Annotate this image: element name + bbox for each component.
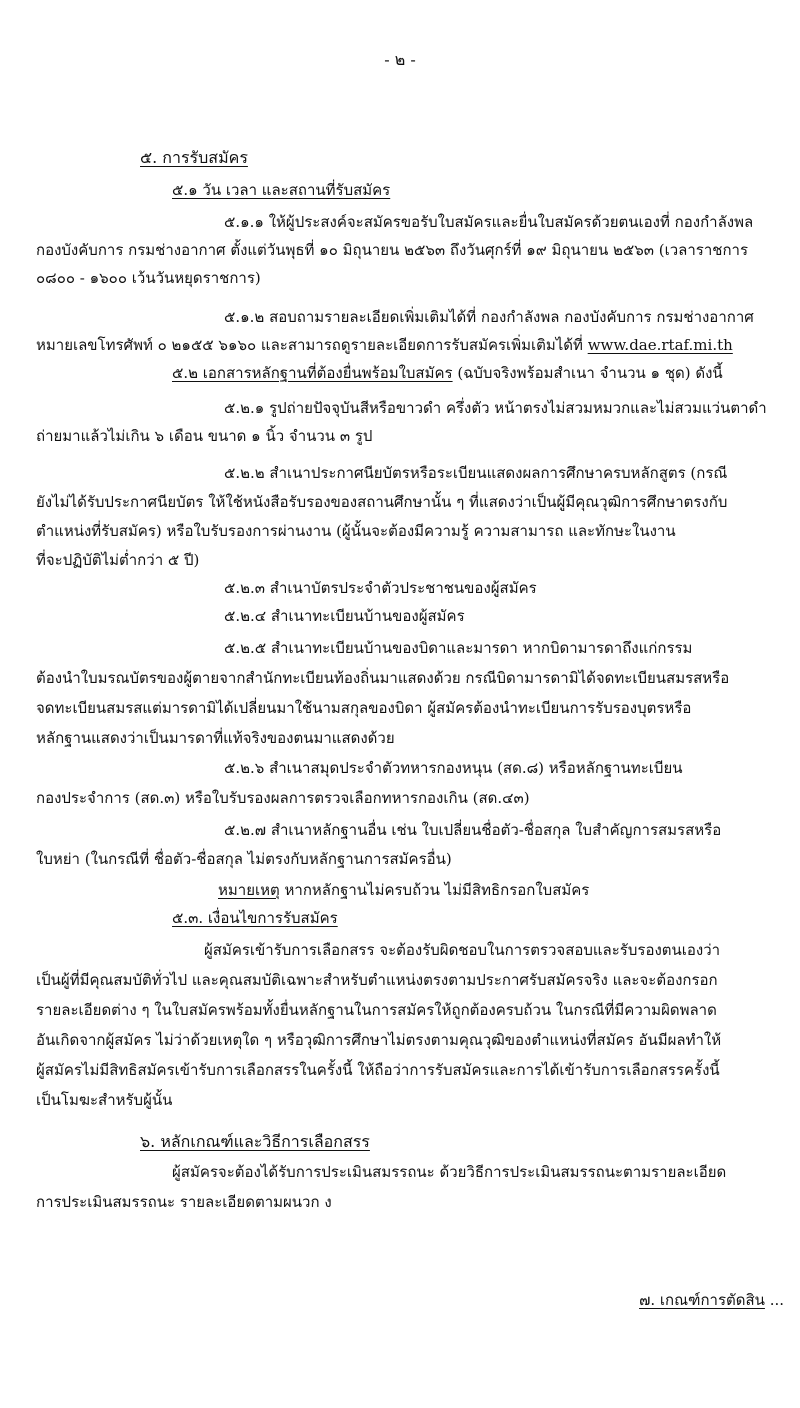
website-link[interactable]: www.dae.rtaf.mi.th xyxy=(587,336,733,354)
section-5-1-title: ๕.๑ วัน เวลา และสถานที่รับสมัคร xyxy=(172,181,391,199)
para-5-1-2-line-1: ๕.๑.๒ สอบถามรายละเอียดเพิ่มเติมได้ที่ กองกำลังพล กองบังคับการ กรมช่างอากาศ xyxy=(224,308,754,326)
section-5-2-title: ๕.๒ เอกสารหลักฐานที่ต้องยื่นพร้อมใบสมัคร xyxy=(172,364,453,382)
para-5-2-5-line-4: หลักฐานแสดงว่าเป็นมารดาที่แท้จริงของตนมาแสดงด้วย xyxy=(36,729,395,747)
section-5-2-title-suffix: (ฉบับจริงพร้อมสำเนา จำนวน ๑ ชุด) ดังนี้ xyxy=(452,364,723,382)
para-5-2-1-line-1: ๕.๒.๑ รูปถ่ายปัจจุบันสีหรือขาวดำ ครึ่งตัว หน้าตรงไม่สวมหมวกและไม่สวมแว่นตาดำ xyxy=(224,399,767,417)
para-5-1-2-line-2-text: หมายเลขโทรศัพท์ ๐ ๒๑๕๕ ๖๑๖๐ และสามารถดูรายละเอียดการรับสมัครเพิ่มเติมได้ที่ xyxy=(36,336,583,354)
section-5-heading: ๕. การรับสมัคร xyxy=(140,148,248,167)
para-5-3-line-3: รายละเอียดต่าง ๆ ในใบสมัครพร้อมทั้งยื่นหลักฐานในการสมัครให้ถูกต้องครบถ้วน ในกรณีที่มีความผิดพลาด xyxy=(36,1001,717,1019)
para-5-3-line-4: อันเกิดจากผู้สมัคร ไม่ว่าด้วยเหตุใด ๆ หรือวุฒิการศึกษาไม่ตรงตามคุณวุฒิของตำแหน่งที่สมัคร อันมีผลทำให้ xyxy=(36,1031,722,1049)
para-5-3-line-2: เป็นผู้ที่มีคุณสมบัติทั่วไป และคุณสมบัติเฉพาะสำหรับตำแหน่งตรงตามประกาศรับสมัครจริง และจะต้องกรอก xyxy=(36,971,718,989)
para-5-2-5-line-1: ๕.๒.๕ สำเนาทะเบียนบ้านของบิดาและมารดา หากบิดามารดาถึงแก่กรรม xyxy=(224,639,693,657)
note-label: หมายเหตุ xyxy=(218,881,280,899)
para-5-2-5-line-2: ต้องนำใบมรณบัตรของผู้ตายจากสำนักทะเบียนท้องถิ่นมาแสดงด้วย กรณีบิดามารดามิได้จดทะเบียนสมรสหรือ xyxy=(36,669,730,687)
para-5-1-1-line-3: ๐๘๐๐ - ๑๖๐๐ เว้นวันหยุดราชการ) xyxy=(36,269,261,287)
para-5-2-3: ๕.๒.๓ สำเนาบัตรประจำตัวประชาชนของผู้สมัคร xyxy=(224,579,537,597)
para-5-2-2-line-4: ที่จะปฏิบัติไม่ต่ำกว่า ๕ ปี) xyxy=(36,551,200,569)
para-6-line-1: ผู้สมัครจะต้องได้รับการประเมินสมรรถนะ ด้วยวิธีการประเมินสมรรถนะตามรายละเอียด xyxy=(172,1163,727,1181)
para-5-1-1-line-1: ๕.๑.๑ ให้ผู้ประสงค์จะสมัครขอรับใบสมัครและยื่นใบสมัครด้วยตนเองที่ กองกำลังพล xyxy=(224,213,754,231)
para-5-2-6-line-2: กองประจำการ (สด.๓) หรือใบรับรองผลการตรวจเลือกทหารกองเกิน (สด.๔๓) xyxy=(36,789,530,807)
para-5-1-1-line-2: กองบังคับการ กรมช่างอากาศ ตั้งแต่วันพุธที่ ๑๐ มิถุนายน ๒๕๖๓ ถึงวันศุกร์ที่ ๑๙ มิถุนายน ๒๕๖๓ (เวลาราชการ xyxy=(36,241,749,259)
para-5-2-6-line-1: ๕.๒.๖ สำเนาสมุดประจำตัวทหารกองหนุน (สด.๘) หรือหลักฐานทะเบียน xyxy=(224,759,683,777)
para-5-2-1-line-2: ถ่ายมาแล้วไม่เกิน ๖ เดือน ขนาด ๑ นิ้ว จำนวน ๓ รูป xyxy=(36,427,373,445)
note-line xyxy=(218,880,589,900)
para-5-2-2-line-3: ตำแหน่งที่รับสมัคร) หรือใบรับรองการผ่านงาน (ผู้นั้นจะต้องมีความรู้ ความสามารถ และทักษะในงาน xyxy=(36,522,676,540)
para-5-2-7-line-2: ใบหย่า (ในกรณีที่ ชื่อตัว-ชื่อสกุล ไม่ตรงกับหลักฐานการสมัครอื่น) xyxy=(36,850,452,868)
next-page-indicator xyxy=(639,1288,784,1312)
section-5-2-title-line xyxy=(172,363,723,383)
para-5-2-2-line-2: ยังไม่ได้รับประกาศนียบัตร ให้ใช้หนังสือรับรองของสถานศึกษานั้น ๆ ที่แสดงว่าเป็นผู้มีคุณวุฒิการศึกษาตรงกับ xyxy=(36,493,728,511)
para-5-2-5-line-3: จดทะเบียนสมรสแต่มารดามิได้เปลี่ยนมาใช้นามสกุลของบิดา ผู้สมัครต้องนำทะเบียนการรับรองบุตรหรือ xyxy=(36,699,692,717)
para-5-3-line-5: ผู้สมัครไม่มีสิทธิสมัครเข้ารับการเลือกสรรในครั้งนี้ ให้ถือว่าการรับสมัครและการได้เข้ารับการเลือกสรรครั้งนี้ xyxy=(36,1061,720,1079)
para-5-2-2-line-1: ๕.๒.๒ สำเนาประกาศนียบัตรหรือระเบียนแสดงผลการศึกษาครบหลักสูตร (กรณี xyxy=(224,464,728,482)
para-5-3-line-6: เป็นโมฆะสำหรับผู้นั้น xyxy=(36,1091,173,1109)
para-5-2-7-line-1: ๕.๒.๗ สำเนาหลักฐานอื่น เช่น ใบเปลี่ยนชื่อตัว-ชื่อสกุล ใบสำคัญการสมรสหรือ xyxy=(224,821,722,839)
para-5-3-line-1: ผู้สมัครเข้ารับการเลือกสรร จะต้องรับผิดชอบในการตรวจสอบและรับรองตนเองว่า xyxy=(204,941,721,959)
next-section-label: ๗. เกณฑ์การตัดสิน xyxy=(639,1291,765,1309)
section-5-3-title: ๕.๓. เงื่อนไขการรับสมัคร xyxy=(172,909,338,927)
para-5-2-4: ๕.๒.๔ สำเนาทะเบียนบ้านของผู้สมัคร xyxy=(224,607,465,625)
para-5-1-2-line-2 xyxy=(36,335,733,355)
note-text: หากหลักฐานไม่ครบถ้วน ไม่มีสิทธิกรอกใบสมัคร xyxy=(279,881,590,899)
page-number: - ๒ - xyxy=(384,50,416,69)
para-6-line-2: การประเมินสมรรถนะ รายละเอียดตามผนวก ง xyxy=(36,1193,332,1211)
section-6-heading: ๖. หลักเกณฑ์และวิธีการเลือกสรร xyxy=(140,1132,370,1151)
continuation-ellipsis: ... xyxy=(764,1291,784,1309)
